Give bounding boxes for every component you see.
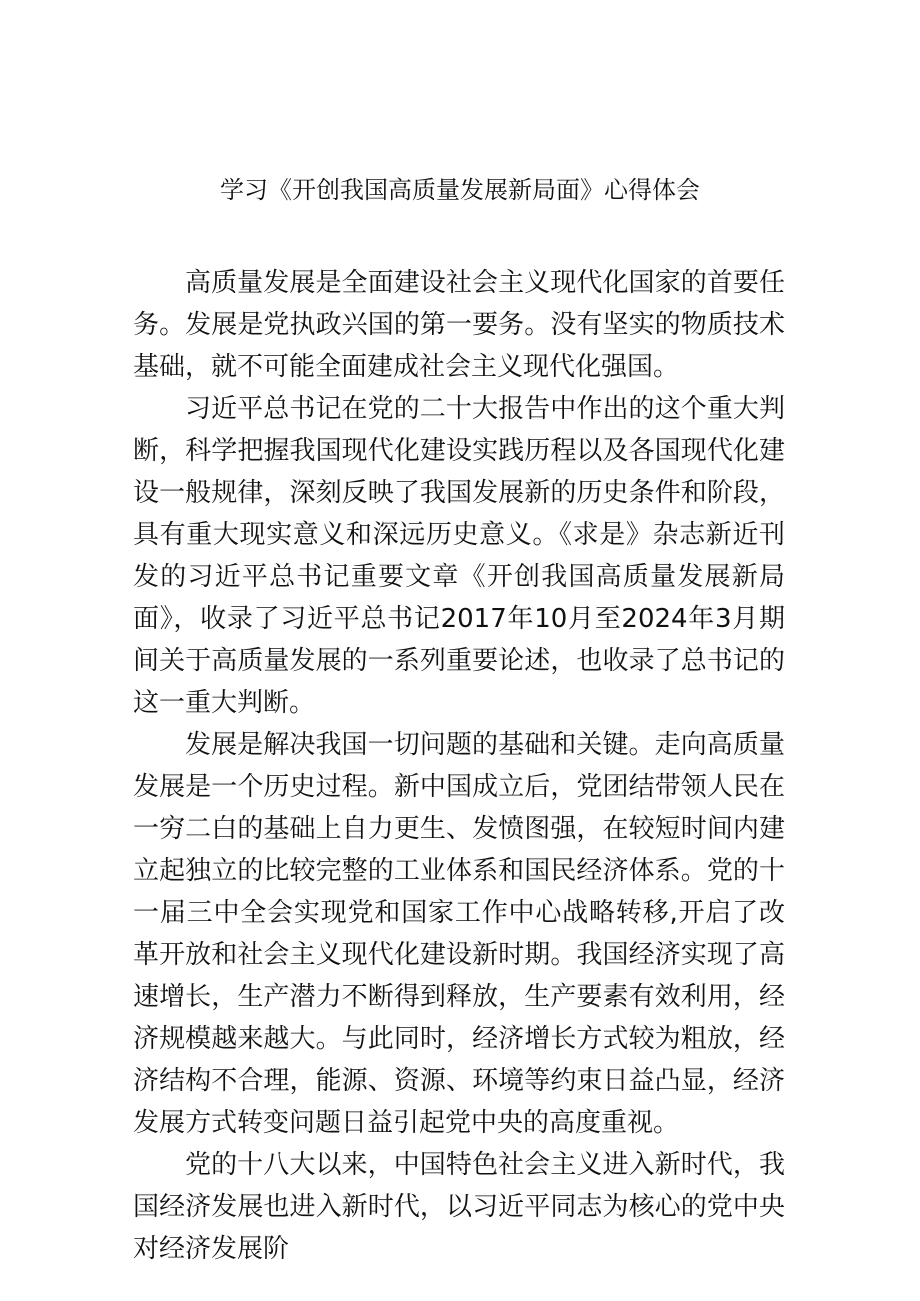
document-body bbox=[133, 262, 785, 1270]
document-title: 学习《开创我国高质量发展新局面》心得体会 bbox=[220, 176, 700, 204]
paragraph-1: 高质量发展是全面建设社会主义现代化国家的首要任务。发展是党执政兴国的第一要务。没有坚实的物质技术基础，就不可能全面建成社会主义现代化强国。 bbox=[133, 268, 785, 382]
paragraph-2: 习近平总书记在党的二十大报告中作出的这个重大判断，科学把握我国现代化建设实践历程以及各国现代化建设一般规律，深刻反映了我国发展新的历史条件和阶段，具有重大现实意义和深远历史意义。《求是》杂志新近刊发的习近平总书记重要文章《开创我国高质量发展新局面》，收录了习近平总书记2017年10月至2024年3月期间关于高质量发展的一系列重要论述，也收录了总书记的这一重大判断。 bbox=[133, 394, 785, 718]
paragraph-4: 党的十八大以来，中国特色社会主义进入新时代，我国经济发展也进入新时代，以习近平同志为核心的党中央对经济发展阶 bbox=[133, 1150, 785, 1264]
paragraph-3: 发展是解决我国一切问题的基础和关键。走向高质量发展是一个历史过程。新中国成立后，党团结带领人民在一穷二白的基础上自力更生、发愤图强，在较短时间内建立起独立的比较完整的工业体系和国民经济体系。党的十一届三中全会实现党和国家工作中心战略转移,开启了改革开放和社会主义现代化建设新时期。我国经济实现了高速增长，生产潜力不断得到释放，生产要素有效利用，经济规模越来越大。与此同时，经济增长方式较为粗放，经济结构不合理，能源、资源、环境等约束日益凸显，经济发展方式转变问题日益引起党中央的高度重视。 bbox=[133, 730, 785, 1138]
